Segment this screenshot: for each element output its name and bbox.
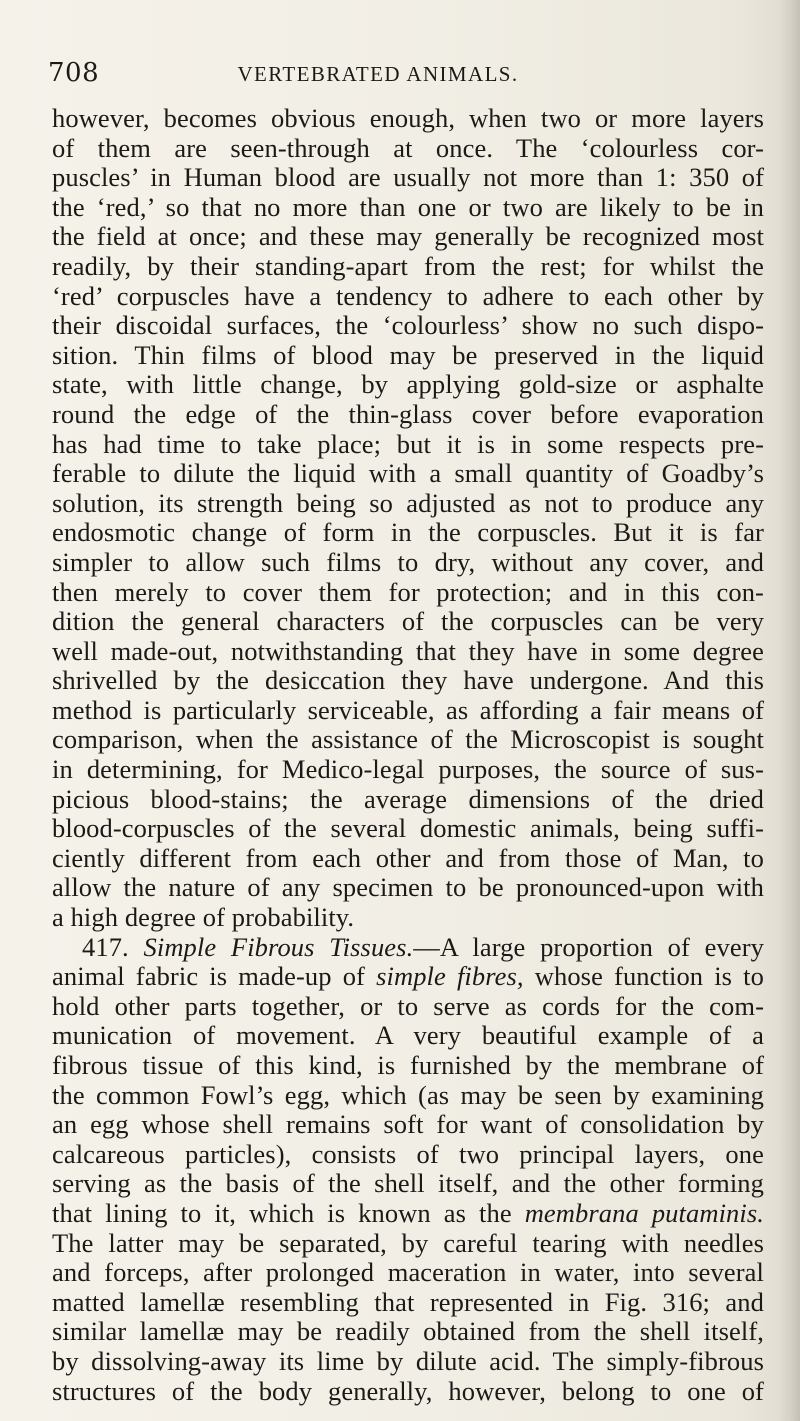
line2-post: whose function is to [523, 961, 764, 992]
text-line: matted lamellæ resembling that represented in Fig. 316; and [52, 1286, 764, 1317]
text-line: well made-out, notwithstanding that they have in some degree [52, 635, 764, 666]
text-line: similar lamellæ may be readily obtained from the shell itself, [52, 1316, 764, 1347]
text-line: method is particularly serviceable, as affording a fair means of [52, 694, 764, 725]
body-text [52, 104, 764, 1406]
text-line: The latter may be separated, by careful tearing with needles [52, 1227, 764, 1258]
text-line: shrivelled by the desiccation they have undergone. And this [52, 665, 764, 696]
text-line: and forceps, after prolonged maceration in water, into several [52, 1257, 764, 1288]
text-line: blood-corpuscles of the several domestic animals, being suffi- [52, 813, 764, 844]
text-line: structures of the body generally, however, belong to one of [52, 1375, 764, 1406]
text-line: puscles’ in Human blood are usually not more than 1: 350 of [52, 162, 764, 193]
text-line: dition the general characters of the corpuscles can be very [52, 606, 764, 637]
text-line: picious blood-stains; the average dimensions of the dried [52, 783, 764, 814]
text-line: comparison, when the assistance of the Microscopist is sought [52, 724, 764, 755]
term-membrana-putaminis: membrana putaminis. [524, 1197, 764, 1228]
paragraph-417-end [52, 1229, 764, 1407]
text-line: their discoidal surfaces, the ‘colourless’ show no such dispo- [52, 310, 764, 341]
text-line: the common Fowl’s egg, which (as may be seen by examining [52, 1079, 764, 1110]
text-line: by dissolving-away its lime by dilute acid. The simply-fibrous [52, 1345, 764, 1376]
text-line: the field at once; and these may generally be recognized most [52, 221, 764, 252]
text-line: serving as the basis of the shell itself, and the other forming [52, 1168, 764, 1199]
text-line: then merely to cover them for protection; and in this con- [52, 576, 764, 607]
text-line: fibrous tissue of this kind, is furnished by the membrane of [52, 1050, 764, 1080]
running-head: VERTEBRATED ANIMALS. [237, 62, 519, 86]
text-line: the ‘red,’ so that no more than one or two are likely to be in [52, 191, 764, 222]
text-line: calcareous particles), consists of two principal layers, one [52, 1138, 764, 1169]
text-line: ciently different from each other and from those of Man, to [52, 842, 764, 873]
text-line: an egg whose shell remains soft for want of consolidation by [52, 1109, 764, 1140]
page-edge-shadow [778, 0, 800, 1421]
paragraph-417 [52, 933, 764, 1407]
text-line: a high degree of probability. [52, 902, 355, 933]
text-line: hold other parts together, or to serve as cords for the com- [52, 990, 764, 1021]
section-number: 417. [82, 931, 129, 962]
text-line: endosmotic change of form in the corpuscles. But it is far [52, 517, 764, 548]
paragraph-417-middle [52, 992, 764, 1199]
text-line: has had time to take place; but it is in some respects pre- [52, 428, 764, 459]
text-line: ‘red’ corpuscles have a tendency to adhere to each other by [52, 280, 764, 311]
paragraph-continued [52, 104, 764, 933]
text-line: solution, its strength being so adjusted as not to produce any [52, 487, 764, 518]
section-heading: Simple Fibrous Tissues. [143, 931, 414, 962]
text-line: munication of movement. A very beautiful example of a [52, 1020, 764, 1051]
page-header [48, 58, 752, 92]
text-line: ferable to dilute the liquid with a small quantity of Goadby’s [52, 458, 764, 489]
text-line: however, becomes obvious enough, when two or more layers [52, 103, 764, 133]
paragraph-417-line-2 [52, 962, 764, 992]
paragraph-417-line-1 [52, 933, 764, 963]
term-simple-fibres: simple fibres, [376, 961, 524, 992]
text-line: of them are seen-through at once. The ‘colourless cor- [52, 132, 764, 163]
text-line: round the edge of the thin-glass cover before evaporation [52, 398, 764, 429]
text-line: in determining, for Medico-legal purposes, the source of sus- [52, 754, 764, 785]
section-line1-rest: —A large proportion of every [413, 931, 764, 962]
text-line: readily, by their standing-apart from the rest; for whilst the [52, 250, 764, 281]
line2-pre: animal fabric is made-up of [52, 961, 377, 992]
text-line: simpler to allow such films to dry, without any cover, and [52, 546, 764, 577]
membrana-pre: that lining to it, which is known as the [52, 1197, 525, 1228]
text-line: state, with little change, by applying gold-size or asphalte [52, 369, 764, 400]
page-number: 708 [48, 58, 100, 88]
text-line: sition. Thin films of blood may be preserved in the liquid [52, 339, 764, 370]
paragraph-417-membrana-line [52, 1199, 764, 1229]
text-line: allow the nature of any specimen to be pronounced-upon with [52, 872, 764, 903]
